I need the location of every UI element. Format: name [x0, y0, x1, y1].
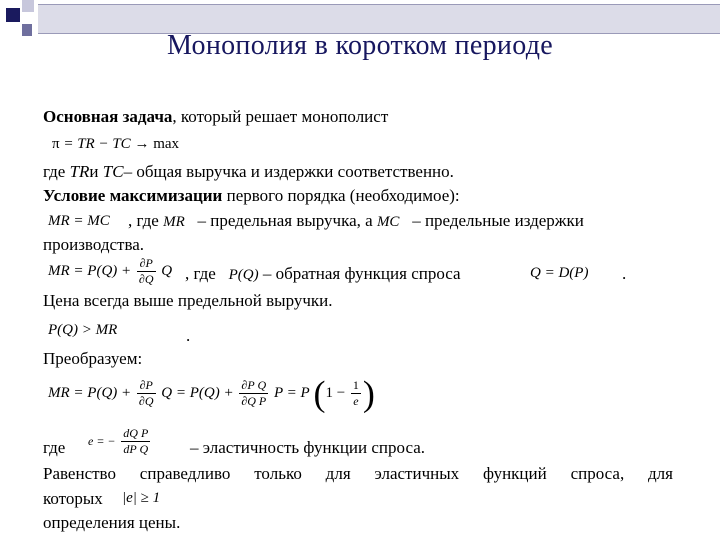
line-mr-def: , где MR – предельная выручка, а MC – предельные издержки: [128, 211, 584, 230]
line-elasticity-def: – эластичность функции спроса.: [190, 438, 425, 457]
main-task-bold: Основная задача: [43, 107, 173, 126]
formula-mr-mc: MR = MC: [48, 213, 110, 229]
line-equality: Равенство справедливо только для эластичных функций спроса, для: [43, 464, 673, 483]
line-main-task: [43, 107, 388, 127]
line-elasticity-label: где: [43, 438, 66, 457]
formula-demand: Q = D(P): [530, 265, 589, 281]
line-max-condition: Условие максимизации первого порядка (необходимое):: [43, 186, 460, 205]
line-price-above: Цена всегда выше предельной выручки.: [43, 291, 333, 310]
formula-mr-derivative: MR = P(Q) + $\frac{\partial P}{\partial Q}$ Q: [48, 256, 173, 286]
slide-title: Монополия в коротком периоде: [167, 30, 553, 61]
line-price-definition: определения цены.: [43, 513, 181, 532]
dot-1: .: [622, 264, 627, 283]
main-task-rest: , который решает монополист: [172, 107, 389, 126]
deco-square-light: [22, 0, 34, 12]
formula-abs-e: |e| ≥ 1: [122, 490, 161, 506]
line-inverse-demand: , где P(Q) – обратная функция спроса: [185, 264, 461, 283]
dot-2: .: [186, 326, 191, 345]
formula-p-gt-mr: P(Q) > MR: [48, 322, 118, 338]
deco-square-dark: [6, 8, 20, 22]
line-which: которых: [43, 489, 103, 508]
formula-elasticity: e = − $\frac{\text{dQ P}}{\text{dP Q}}$: [88, 426, 149, 456]
line-production: производства.: [43, 235, 145, 254]
line-tr-tc: где TRи TC– общая выручка и издержки соответственно.: [43, 162, 454, 181]
line-transform: Преобразуем:: [43, 349, 143, 368]
formula-profit: π = TR − TC → max: [52, 136, 180, 152]
formula-transform: MR = P(Q) + $\frac{\partial P}{\partial Q}$ Q = P(Q) + $\frac{\text{∂P Q}}{\text{∂Q P}}$ P = P (1 − $\frac{1}{e}$ ): [48, 373, 375, 414]
